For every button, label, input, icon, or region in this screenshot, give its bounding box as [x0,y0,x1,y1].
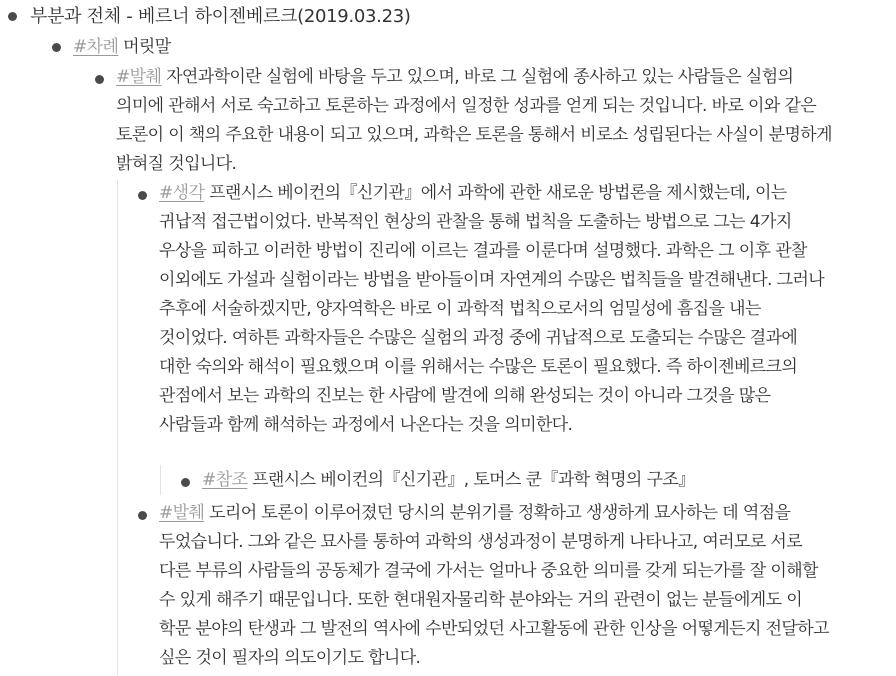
tag-link[interactable]: #발췌 [159,503,205,523]
outline-item-excerpt[interactable] [116,63,842,179]
outline-item-thought[interactable] [159,179,831,440]
tag-link[interactable]: #발췌 [116,67,162,87]
indent-guide [117,180,118,676]
bullet-icon[interactable] [138,511,147,520]
bullet-icon[interactable] [138,191,147,200]
outline-item-section[interactable] [73,33,873,62]
item-text: 자연과학이란 실험에 바탕을 두고 있으며, 바로 그 실험에 종사하고 있는 사람들은 실험의 의미에 관해서 서로 숙고하고 토론하는 과정에서 일정한 성과를 얻게 되는 것입니다. 바로 이와 같은 토론이 이 책의 주요한 내용이 되고 있으며, 과학은 토론을 통해서 비로소 성립된다는 사실이 분명하게 밝혀질 것입니다. [116,67,832,174]
outline-item-reference[interactable] [202,466,882,495]
indent-guide [160,465,161,495]
item-text: 머릿말 [118,37,171,57]
outline-item-excerpt[interactable] [159,499,835,673]
item-text: 부분과 전체 - 베르너 하이젠베르크(2019.03.23) [30,6,411,27]
tag-link[interactable]: #참조 [202,470,248,490]
tag-link[interactable]: #차례 [73,37,119,57]
item-text: 도리어 토론이 이루어졌던 당시의 분위기를 정확하고 생생하게 묘사하는 데 역점을 두었습니다. 그와 같은 묘사를 통하여 과학의 생성과정이 분명하게 나타나고, 여러모로 서로 다른 부류의 사람들의 공동체가 결국에 가서는 얼마나 중요한 의미를 갖게 되는가를 잘 이해할 수 있게 해주기 때문입니다. 또한 현대원자물리학 분야와는 거의 관련이 없는 분들에게도 이 학문 분야의 탄생과 그 발전의 역사에 수반되었던 사고활동에 관한 인상을 어떻게든지 전달하고 싶은 것이 필자의 의도이기도 합니다. [159,503,829,668]
outline-item-title[interactable] [30,2,880,31]
bullet-icon[interactable] [181,478,190,487]
item-text: 프랜시스 베이컨의『신기관』에서 과학에 관한 새로운 방법론을 제시했는데, 이는 귀납적 접근법이었다. 반복적인 현상의 관찰을 통해 법칙을 도출하는 방법으로 그는 4가지 우상을 피하고 이러한 방법이 진리에 이르는 결과를 이룬다며 설명했다. 과학은 그 이후 관찰 이외에도 가설과 실험이라는 방법을 받아들이며 자연계의 수많은 법칙들을 발견해낸다. 그러나 추후에 서술하겠지만, 양자역학은 바로 이 과학적 법칙으로서의 엄밀성에 흠집을 내는 것이었다. 여하튼 과학자들은 수많은 실험의 과정 중에 귀납적으로 도출되는 수많은 결과에 대한 숙의와 해석이 필요했으며 이를 위해서는 수많은 토론이 필요했다. 즉 하이젠베르크의 관점에서 보는 과학의 진보는 한 사람에 발견에 의해 완성되는 것이 아니라 그것을 많은 사람들과 함께 해석하는 과정에서 나온다는 것을 의미한다. [159,183,825,435]
tag-link[interactable]: #생각 [159,183,205,203]
bullet-icon[interactable] [95,75,104,84]
bullet-icon[interactable] [52,43,61,52]
bullet-icon[interactable] [8,12,17,21]
item-text: 프랜시스 베이컨의『신기관』, 토머스 쿤『과학 혁명의 구조』 [247,470,695,490]
